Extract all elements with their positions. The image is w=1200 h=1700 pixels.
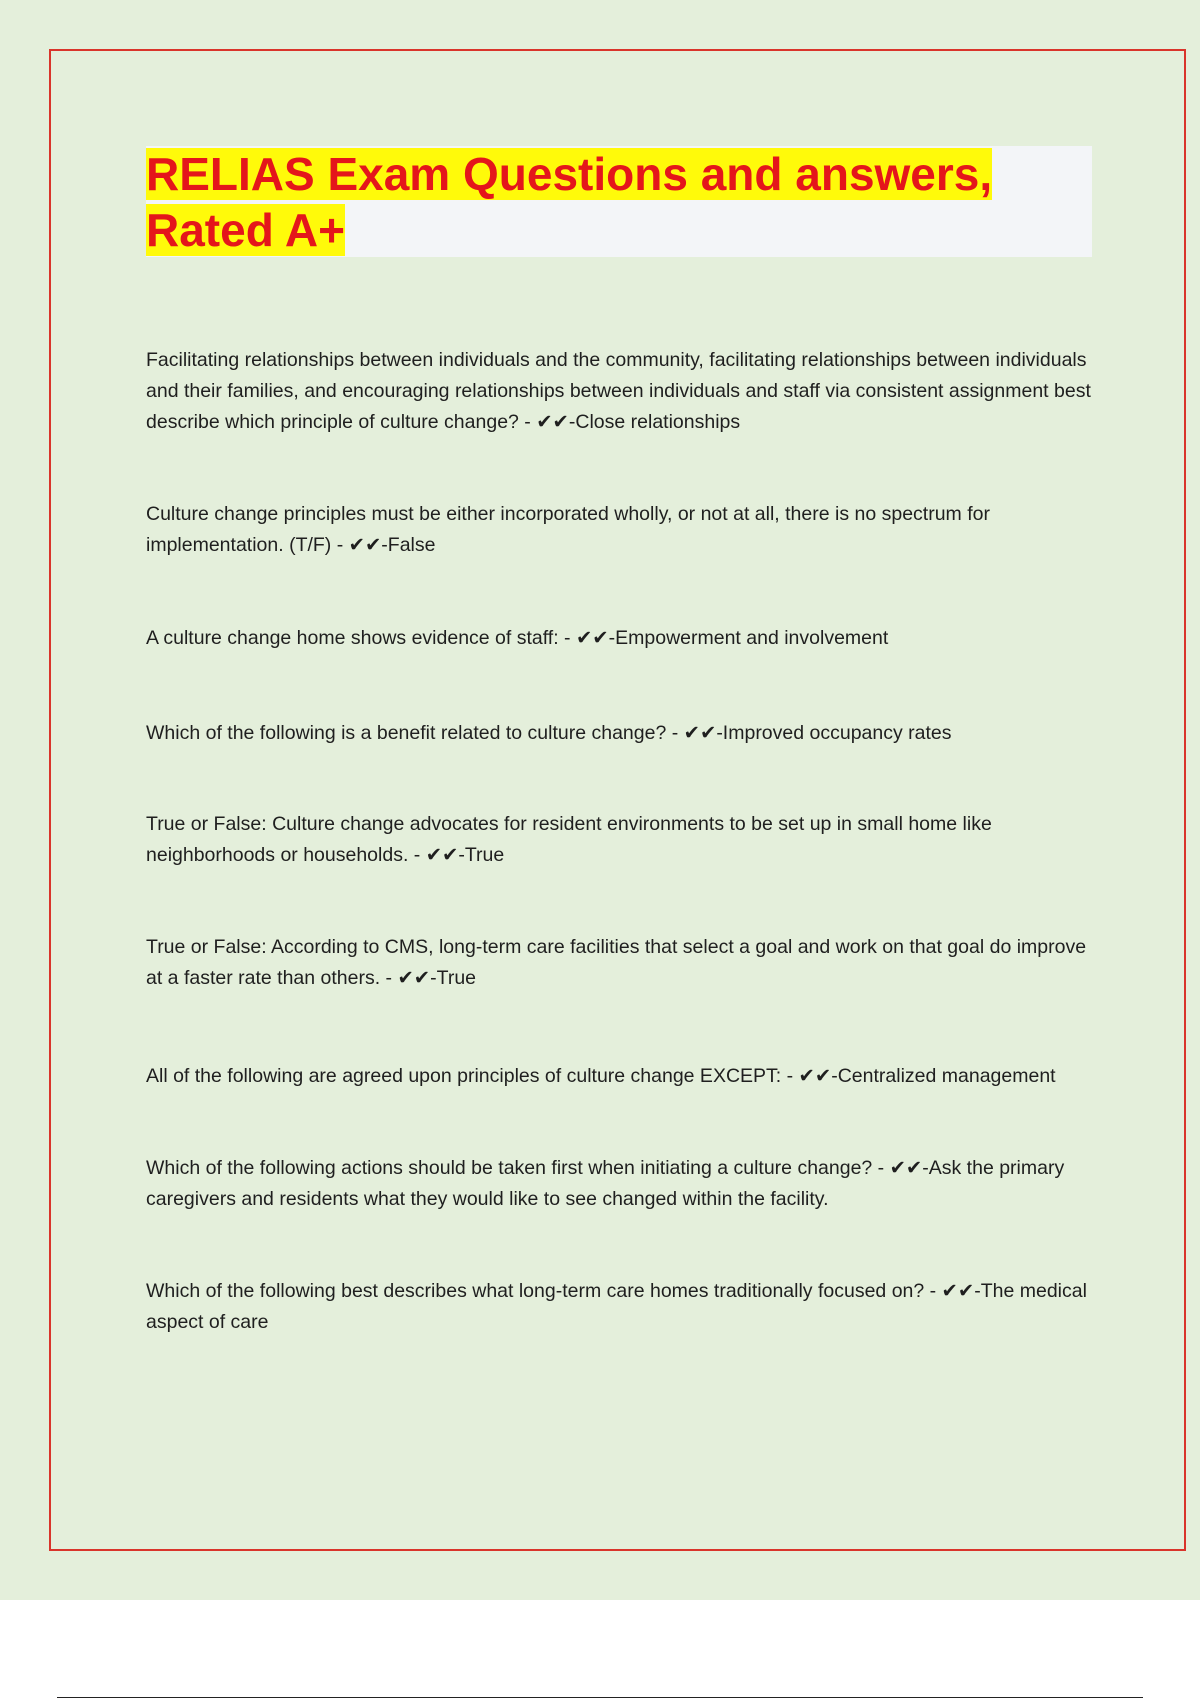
title-box [146,146,1092,257]
qa-item-4: Which of the following is a benefit related to culture change? - ✔✔-Improved occupancy rates [146,722,952,744]
qa-item-1: Facilitating relationships between individuals and the community, facilitating relationships between individuals and their families, and encouraging relationships between individuals and staff via consistent assignment best describe which principle of culture change? - ✔✔-Close relationships [146,349,1091,433]
qa-item-3: A culture change home shows evidence of staff: - ✔✔-Empowerment and involvement [146,627,889,649]
bottom-divider [57,1697,1143,1698]
qa-item-2: Culture change principles must be either incorporated wholly, or not at all, there is no spectrum for implementation. (T/F) - ✔✔-False [146,503,990,556]
title-highlight: RELIAS Exam Questions and answers, Rated A+ [146,148,993,256]
qa-item-6: True or False: According to CMS, long-term care facilities that select a goal and work on that goal do improve at a faster rate than others. - ✔✔-True [146,936,1087,989]
qa-item-7: All of the following are agreed upon principles of culture change EXCEPT: - ✔✔-Centralized management [146,1065,1056,1087]
qa-item-9: Which of the following best describes what long-term care homes traditionally focused on? - ✔✔-The medical aspect of care [146,1280,1087,1333]
qa-item-5: True or False: Culture change advocates for resident environments to be set up in small home like neighborhoods or households. - ✔✔-True [146,813,992,866]
document-title [146,146,1092,258]
qa-item-8: Which of the following actions should be taken first when initiating a culture change? - ✔✔-Ask the primary caregivers and residents what they would like to see changed within the facility. [146,1157,1065,1210]
